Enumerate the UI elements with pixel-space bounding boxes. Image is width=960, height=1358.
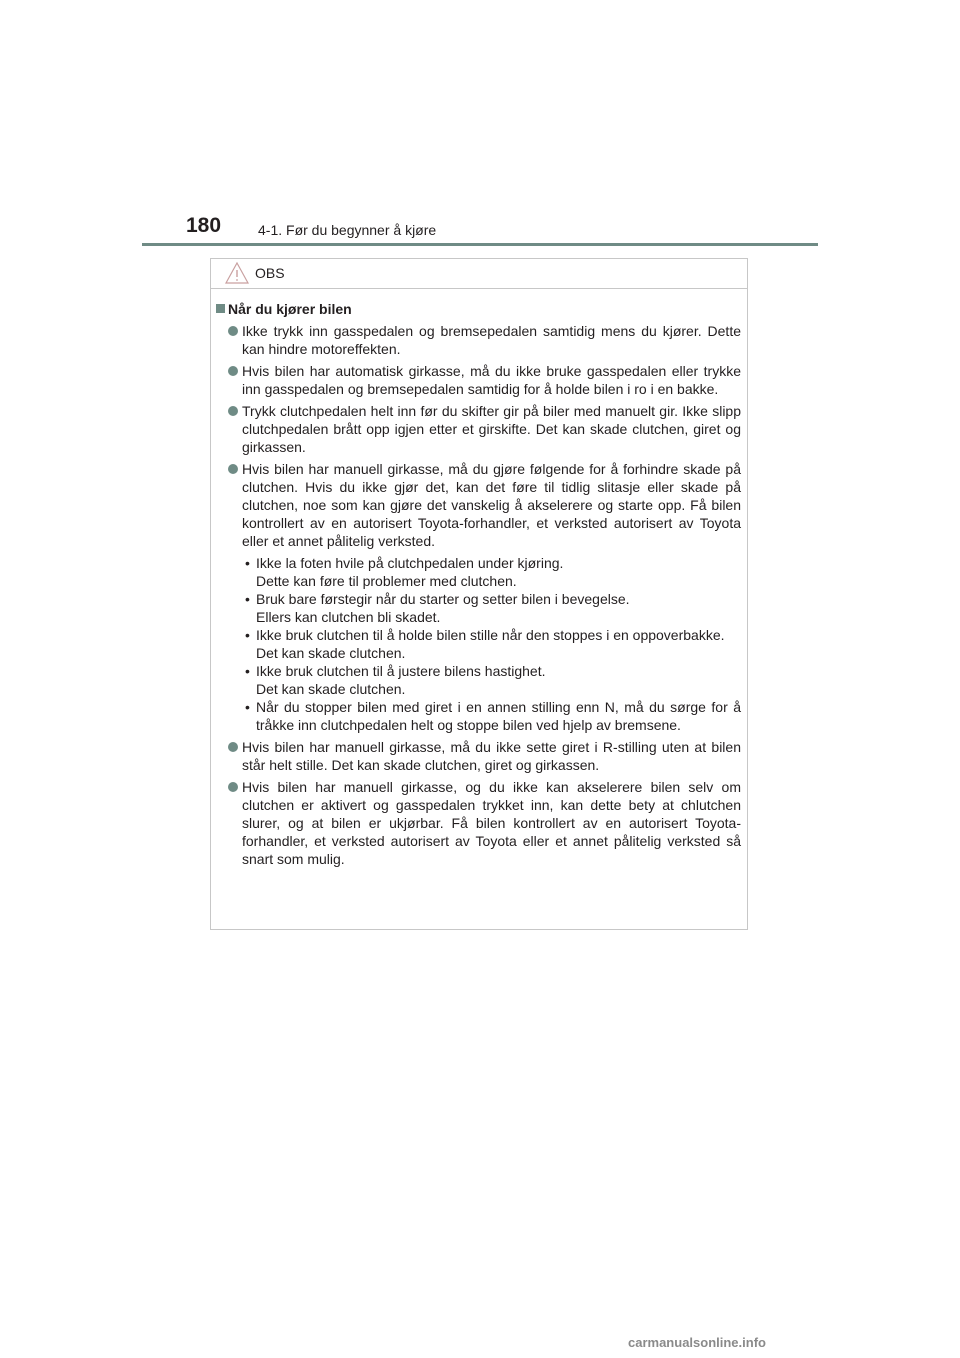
circle-bullet-icon [228, 406, 238, 416]
caution-item [242, 402, 741, 456]
sub-item [242, 554, 741, 590]
square-bullet-icon [216, 304, 225, 313]
circle-bullet-icon [228, 326, 238, 336]
sub-item-text: Ikke bruk clutchen til å holde bilen stille når den stoppes i en oppoverbakke. [256, 627, 725, 643]
caution-box [210, 258, 748, 930]
caution-item [242, 778, 741, 868]
circle-bullet-icon [228, 366, 238, 376]
warning-triangle-icon [225, 262, 249, 284]
header-divider [142, 243, 818, 246]
dot-bullet-icon: • [245, 627, 250, 643]
sub-item-note: Dette kan føre til problemer med clutchen. [256, 573, 517, 589]
sub-item-text: Ikke la foten hvile på clutchpedalen under kjøring. [256, 555, 564, 571]
dot-bullet-icon: • [245, 555, 250, 571]
watermark: carmanualsonline.info [628, 1335, 766, 1350]
sub-item-note: Det kan skade clutchen. [256, 645, 406, 661]
sub-item [242, 662, 741, 698]
caution-item-text: Ikke trykk inn gasspedalen og bremsepedalen samtidig mens du kjører. Dette kan hindre motoreffekten. [242, 323, 741, 357]
caution-header [211, 259, 747, 289]
sub-item-text: Ikke bruk clutchen til å justere bilens hastighet. [256, 663, 546, 679]
caution-item [242, 362, 741, 398]
caution-item [242, 322, 741, 358]
dot-bullet-icon: • [245, 699, 250, 715]
dot-bullet-icon: • [245, 591, 250, 607]
caution-item-text: Hvis bilen har manuell girkasse, og du ikke kan akselerere bilen selv om clutchen er aktivert og gasspedalen trykket inn, kan dette bety at chlutchen slurer, og at bilen er ukjørbar. Få bilen kontrollert av en autorisert Toyota-forhandler, et verksted autorisert av Toyota eller et annet pålitelig verksted så snart som mulig. [242, 779, 741, 867]
caution-label: OBS [255, 265, 285, 281]
sub-item-text: Når du stopper bilen med giret i en annen stilling enn N, må du sørge for å tråkke inn clutchpedalen helt og stoppe bilen ved hjelp av bremsene. [256, 699, 741, 733]
caution-item-text: Hvis bilen har manuell girkasse, må du gjøre følgende for å forhindre skade på clutchen. Hvis du ikke gjør det, kan det føre til tidlig slitasje eller skade på clutchen, noe som kan gjøre det vanskelig å akselerere og starte opp. Få bilen kontrollert av en autorisert Toyota-forhandler, et verksted autorisert av Toyota eller et annet pålitelig verksted. [242, 461, 741, 549]
sub-item-note: Ellers kan clutchen bli skadet. [256, 609, 441, 625]
section-title: Når du kjører bilen [228, 301, 352, 317]
chapter-title: 4-1. Før du begynner å kjøre [258, 222, 437, 238]
caution-item [242, 738, 741, 774]
sub-item [242, 698, 741, 734]
circle-bullet-icon [228, 782, 238, 792]
caution-body [211, 300, 747, 868]
dot-bullet-icon: • [245, 663, 250, 679]
section-heading [216, 300, 747, 318]
caution-item [242, 460, 741, 734]
page-number: 180 [186, 214, 222, 237]
caution-item-text: Trykk clutchpedalen helt inn før du skifter gir på biler med manuelt gir. Ikke slipp clutchpedalen brått opp igjen etter et girskifte. Det kan skade clutchen, giret og girkassen. [242, 403, 741, 455]
circle-bullet-icon [228, 464, 238, 474]
caution-item-text: Hvis bilen har automatisk girkasse, må du ikke bruke gasspedalen eller trykke inn gasspedalen og bremsepedalen samtidig for å holde bilen i ro i en bakke. [242, 363, 741, 397]
sub-list [242, 554, 741, 734]
sub-item [242, 590, 741, 626]
sub-item-note: Det kan skade clutchen. [256, 681, 406, 697]
caution-item-text: Hvis bilen har manuell girkasse, må du ikke sette giret i R-stilling uten at bilen står helt stille. Det kan skade clutchen, giret og girkassen. [242, 739, 741, 773]
sub-item [242, 626, 741, 662]
circle-bullet-icon [228, 742, 238, 752]
sub-item-text: Bruk bare førstegir når du starter og setter bilen i bevegelse. [256, 591, 630, 607]
